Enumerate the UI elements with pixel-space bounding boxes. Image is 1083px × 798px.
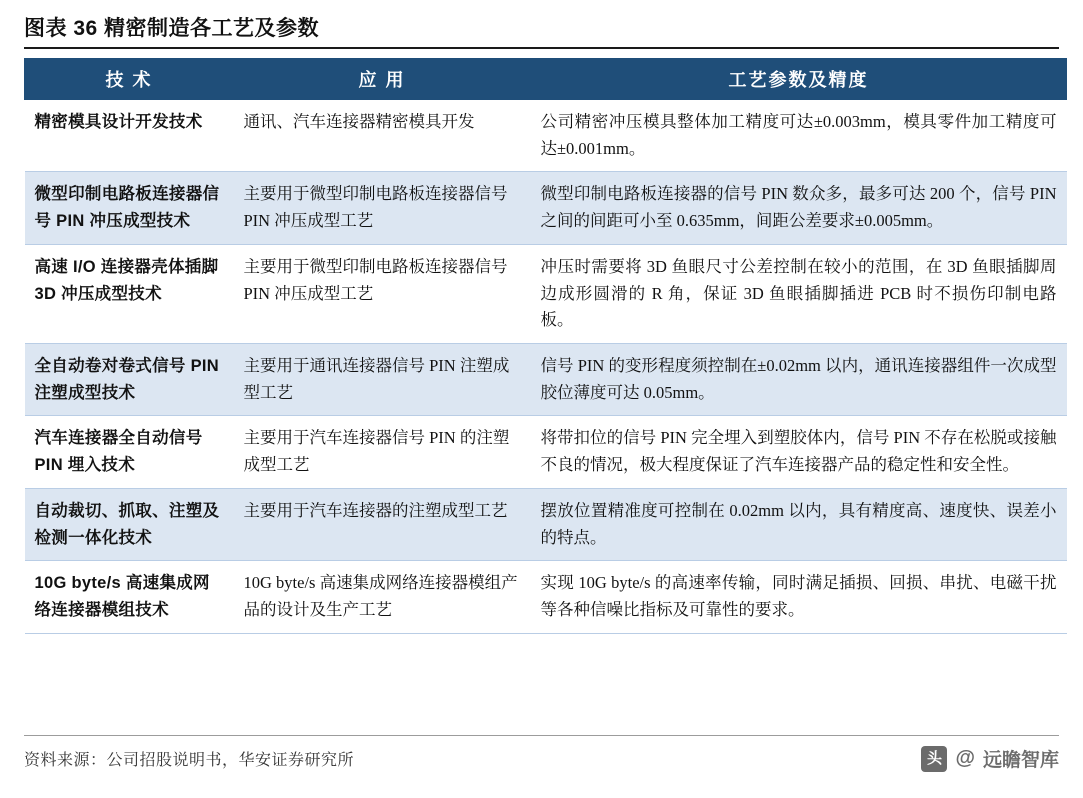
table-row: [25, 488, 1067, 560]
cell-application: 10G byte/s 高速集成网络连接器模组产品的设计及生产工艺: [234, 561, 531, 633]
source-note: 资料来源：公司招股说明书，华安证券研究所: [24, 752, 355, 769]
page-title: 图表 36 精密制造各工艺及参数: [24, 17, 320, 40]
cell-application: 主要用于汽车连接器的注塑成型工艺: [234, 488, 531, 560]
cell-application: 主要用于汽车连接器信号 PIN 的注塑成型工艺: [234, 416, 531, 488]
column-header-technology: 技 术: [25, 59, 234, 100]
cell-parameters: 信号 PIN 的变形程度须控制在±0.02mm 以内，通讯连接器组件一次成型胶位薄度可达 0.05mm。: [531, 344, 1067, 416]
cell-technology: 10G byte/s 高速集成网络连接器模组技术: [25, 561, 234, 633]
cell-parameters: 公司精密冲压模具整体加工精度可达±0.003mm，模具零件加工精度可达±0.001mm。: [531, 100, 1067, 172]
cell-application: 主要用于通讯连接器信号 PIN 注塑成型工艺: [234, 344, 531, 416]
page-title-bar: [24, 12, 1059, 49]
column-header-application: 应 用: [234, 59, 531, 100]
cell-application: 通讯、汽车连接器精密模具开发: [234, 100, 531, 172]
cell-technology: 全自动卷对卷式信号 PIN 注塑成型技术: [25, 344, 234, 416]
cell-application: 主要用于微型印制电路板连接器信号 PIN 冲压成型工艺: [234, 172, 531, 244]
table-body: [25, 100, 1067, 634]
footer: [24, 735, 1059, 793]
table-row: [25, 172, 1067, 244]
cell-parameters: 冲压时需要将 3D 鱼眼尺寸公差控制在较小的范围，在 3D 鱼眼插脚周边成形圆滑的 R 角，保证 3D 鱼眼插脚插进 PCB 时不损伤印制电路板。: [531, 244, 1067, 343]
watermark: [921, 745, 1059, 793]
toutiao-logo-icon: 头条: [921, 746, 947, 772]
cell-parameters: 实现 10G byte/s 的高速率传输，同时满足插损、回损、串扰、电磁干扰等各种信噪比指标及可靠性的要求。: [531, 561, 1067, 633]
table-row: [25, 416, 1067, 488]
cell-application: 主要用于微型印制电路板连接器信号 PIN 冲压成型工艺: [234, 244, 531, 343]
column-header-parameters: 工艺参数及精度: [531, 59, 1067, 100]
at-symbol-icon: @: [955, 747, 975, 769]
cell-parameters: 摆放位置精准度可控制在 0.02mm 以内，具有精度高、速度快、误差小的特点。: [531, 488, 1067, 560]
process-parameters-table: [24, 58, 1067, 634]
watermark-name: 远瞻智库: [982, 750, 1059, 771]
cell-technology: 精密模具设计开发技术: [25, 100, 234, 172]
cell-parameters: 微型印制电路板连接器的信号 PIN 数众多，最多可达 200 个，信号 PIN 之间的间距可小至 0.635mm，间距公差要求±0.005mm。: [531, 172, 1067, 244]
cell-technology: 自动裁切、抓取、注塑及检测一体化技术: [25, 488, 234, 560]
cell-technology: 微型印制电路板连接器信号 PIN 冲压成型技术: [25, 172, 234, 244]
cell-technology: 高速 I/O 连接器壳体插脚 3D 冲压成型技术: [25, 244, 234, 343]
cell-parameters: 将带扣位的信号 PIN 完全埋入到塑胶体内，信号 PIN 不存在松脱或接触不良的情况，极大程度保证了汽车连接器产品的稳定性和安全性。: [531, 416, 1067, 488]
table-row: [25, 244, 1067, 343]
table-header: [25, 59, 1067, 100]
table-row: [25, 344, 1067, 416]
table-row: [25, 100, 1067, 172]
table-header-row: [25, 59, 1067, 100]
cell-technology: 汽车连接器全自动信号 PIN 埋入技术: [25, 416, 234, 488]
table-row: [25, 561, 1067, 633]
